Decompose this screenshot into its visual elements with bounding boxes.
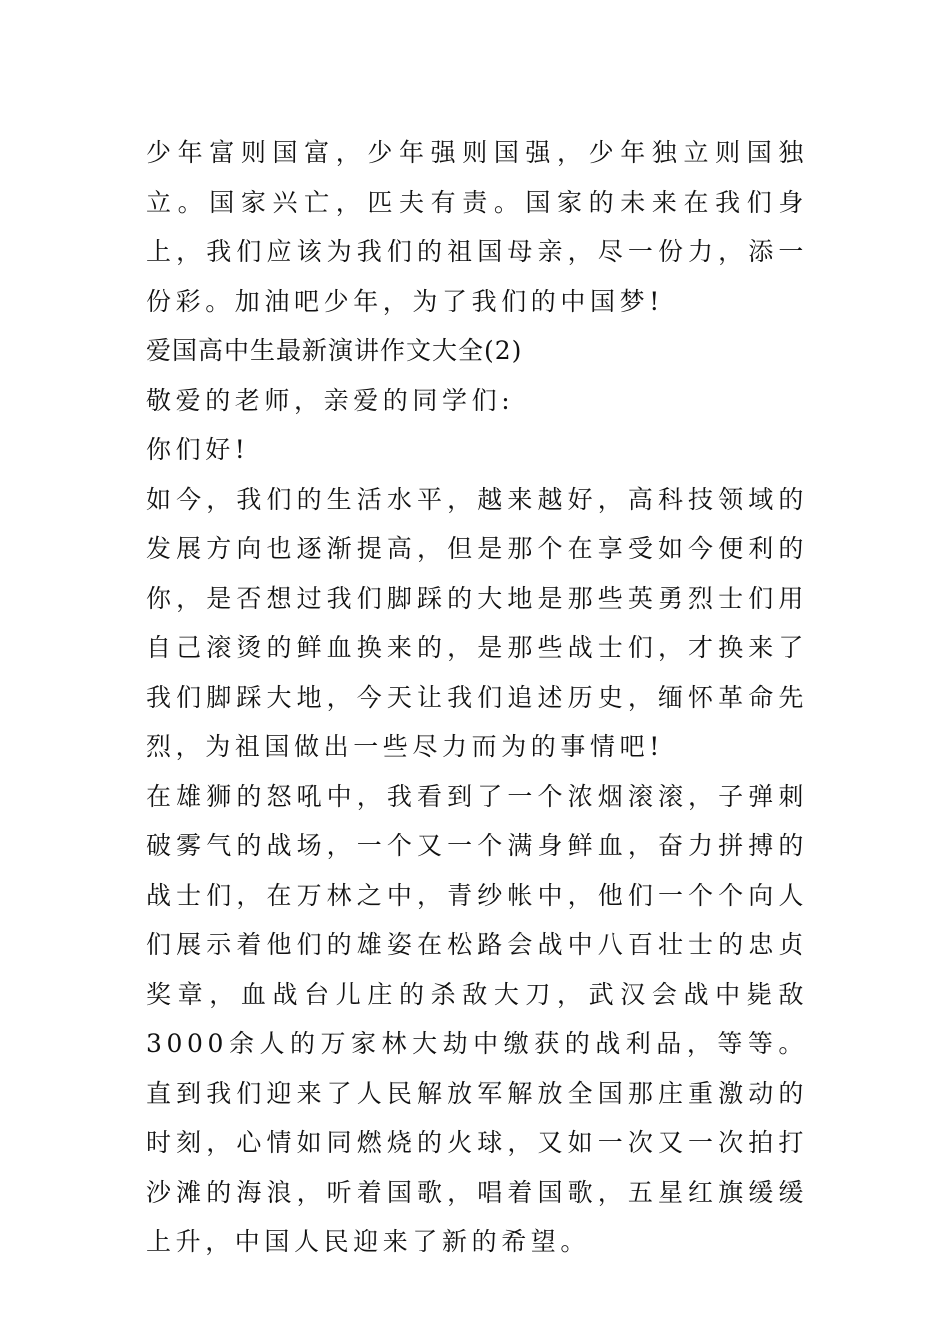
paragraph-greeting: 你们好! bbox=[146, 435, 250, 464]
paragraph-salutation: 敬爱的老师，亲爱的同学们: bbox=[146, 385, 515, 415]
essay-title: 爱国高中生最新演讲作文大全(2) bbox=[146, 336, 523, 365]
paragraph-history: 在雄狮的怒吼中，我看到了一个浓烟滚滚，子弹刺破雾气的战场，一个又一个满身鲜血，奋力拼搏的战士们，在万林之中，青纱帐中，他们一个个向人们展示着他们的雄姿在松路会战中八百壮士的忠贞奖章，血战台儿庄的杀敌大刀，武汉会战中毙敌3000余人的万家林大劫中缴获的战利品，等等。直到我们迎来了人民解放军解放全国那庄重激动的时刻，心情如同燃烧的火球，又如一次又一次拍打沙滩的海浪，听着国歌，唱着国歌，五星红旗缓缓上升，中国人民迎来了新的希望。 bbox=[146, 781, 808, 1256]
document-body bbox=[146, 128, 808, 1267]
paragraph-intro: 如今，我们的生活水平，越来越好，高科技领域的发展方向也逐渐提高，但是那个在享受如今便利的你，是否想过我们脚踩的大地是那些英勇烈士们用自己滚烫的鲜血换来的，是那些战士们，才换来了我们脚踩大地，今天让我们追述历史，缅怀革命先烈，为祖国做出一些尽力而为的事情吧! bbox=[146, 484, 808, 761]
paragraph-closing: 少年富则国富，少年强则国强，少年独立则国独立。国家兴亡，匹夫有责。国家的未来在我们身上，我们应该为我们的祖国母亲，尽一份力，添一份彩。加油吧少年，为了我们的中国梦! bbox=[146, 138, 808, 316]
